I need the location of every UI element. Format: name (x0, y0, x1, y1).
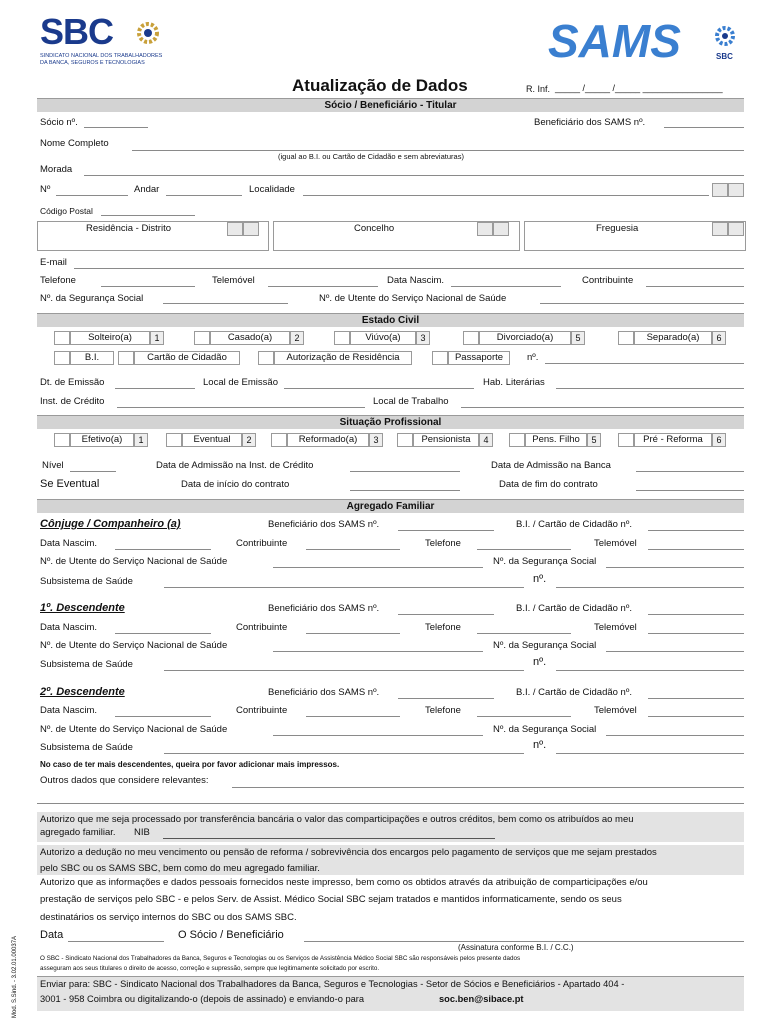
section-situacao-band: Situação Profissional (37, 415, 744, 429)
sbc-logo-subtitle-2: DA BANCA, SEGUROS E TECNOLOGIAS (40, 60, 145, 66)
telefone-label: Telefone (425, 538, 461, 549)
seg-social-field[interactable] (163, 303, 288, 304)
data-nasc-label: Data Nascim. (387, 275, 445, 286)
se-eventual-label: Se Eventual (40, 478, 100, 490)
data-nasc-label: Data Nascim. (40, 622, 98, 633)
bi-cc-field[interactable] (648, 698, 744, 699)
legal-line-1: O SBC - Sindicato Nacional dos Trabalhadores da Banca, Seguros e Tecnologias ou os Serviços de Assistência Médico Social SBC são responsáveis pelos presente dados (40, 955, 521, 962)
sbc-logo-subtitle-1: SINDICATO NACIONAL DOS TRABALHADORES (40, 53, 163, 59)
sams-logo-text: SAMS (548, 15, 681, 67)
sams-logo-sub: SBC (716, 52, 733, 61)
bi-cc-label: B.I. / Cartão de Cidadão nº. (516, 603, 632, 614)
nivel-label: Nível (42, 460, 64, 471)
model-code: Mod. S.Sind. - 3.02.01.00037A (12, 935, 18, 1018)
sams-gear-icon (713, 24, 737, 48)
benef-sams-label: Beneficiário dos SAMS nº. (268, 687, 380, 698)
andar-field[interactable] (166, 195, 242, 196)
seg-social-label: Nº. da Segurança Social (493, 724, 597, 735)
benef-sams-field[interactable] (398, 698, 494, 699)
subsistema-field[interactable] (164, 753, 524, 754)
inst-credito-label: Inst. de Crédito (40, 396, 105, 407)
autorizacao-nib-line2: agregado familiar. (40, 827, 116, 838)
local-emissao-label: Local de Emissão (203, 377, 278, 388)
inicio-contrato-field[interactable] (350, 490, 460, 491)
telefone-label: Telefone (425, 622, 461, 633)
socio-no-label: Sócio nº. (40, 117, 78, 128)
autorizacao-dados-line2: prestação de serviços pelo SBC - e pelos Serv. de Assist. Médico Social SBC sejam tratados e mantidos informaticamente, sendo os seus (40, 894, 622, 905)
subsistema-field[interactable] (164, 587, 524, 588)
member-descendente-2 (0, 685, 770, 765)
subsistema-no-label: nº. (533, 656, 547, 668)
telemovel-field[interactable] (268, 286, 378, 287)
admissao-banca-field[interactable] (636, 471, 744, 472)
codigo-postal-field[interactable] (101, 215, 195, 216)
member-title: Cônjuge / Companheiro (a) (40, 518, 181, 530)
admissao-inst-label: Data de Admissão na Inst. de Crédito (156, 460, 314, 471)
nome-label: Nome Completo (40, 138, 109, 149)
subsistema-no-label: nº. (533, 573, 547, 585)
page-title: Atualização de Dados (292, 76, 468, 95)
admissao-banca-label: Data de Admissão na Banca (491, 460, 611, 471)
freguesia-label: Freguesia (596, 223, 639, 234)
concelho-sq-2[interactable] (493, 222, 509, 236)
doc-row: B.I. Cartão de Cidadão Autorização de Residência Passaporte nº. (0, 351, 770, 367)
benef-sams-label: Beneficiário dos SAMS nº. (268, 519, 380, 530)
autorizacao-deducao-line1: Autorizo a dedução no meu vencimento ou pensão de reforma / sobrevivência dos encargos pelo pagamento de serviços que me sejam prestados (40, 847, 657, 858)
concelho-label: Concelho (354, 223, 395, 234)
fim-contrato-label: Data de fim do contrato (499, 479, 598, 490)
data-nasc-field[interactable] (115, 633, 211, 634)
telefone-field[interactable] (477, 716, 571, 717)
section-agregado-band: Agregado Familiar (37, 499, 744, 513)
freguesia-sq-2[interactable] (728, 222, 744, 236)
ref-value[interactable]: _____ /_____ /_____ ________________ (555, 83, 723, 93)
send-line-2: 3001 - 958 Coimbra ou digitalizando-o (depois de assinado) e enviando-o para (40, 994, 365, 1004)
member-conjuge (0, 517, 770, 597)
nib-label: NIB (134, 827, 150, 838)
descendentes-note: No caso de ter mais descendentes, queira por favor adicionar mais impressos. (40, 760, 340, 769)
telefone-field[interactable] (101, 286, 195, 287)
residencia-sq-2[interactable] (243, 222, 259, 236)
local-emissao-field[interactable] (284, 388, 474, 389)
bi-cc-field[interactable] (648, 614, 744, 615)
email-field[interactable] (74, 268, 744, 269)
residencia-label: Residência - Distrito (86, 223, 171, 234)
local-trabalho-label: Local de Trabalho (373, 396, 449, 407)
concelho-sq-1[interactable] (477, 222, 493, 236)
doc-no-label: nº. (527, 352, 539, 363)
subsistema-label: Subsistema de Saúde (40, 742, 133, 753)
outros-field-2[interactable] (37, 803, 744, 804)
section-socio-band: Sócio / Beneficiário - Titular (37, 98, 744, 112)
outros-field-1[interactable] (232, 787, 744, 788)
subsistema-no-field[interactable] (556, 753, 744, 754)
telefone-label: Telefone (425, 705, 461, 716)
contribuinte-field[interactable] (646, 286, 744, 287)
residencia-sq-1[interactable] (227, 222, 243, 236)
member-title: 1º. Descendente (40, 602, 125, 614)
benef-sams-field[interactable] (398, 530, 494, 531)
sbc-logo-text: SBC (40, 11, 114, 52)
sns-label: Nº. de Utente do Serviço Nacional de Saúde (319, 293, 507, 304)
outros-label: Outros dados que considere relevantes: (40, 775, 209, 786)
subsistema-label: Subsistema de Saúde (40, 659, 133, 670)
telefone-label: Telefone (40, 275, 76, 286)
localidade-field[interactable] (303, 195, 709, 196)
legal-line-2: asseguram aos seus titulares o direito de acesso, correção e supressão, sempre que legitimamente solicitado por escrito. (40, 965, 380, 972)
local-trabalho-field[interactable] (461, 407, 744, 408)
fim-contrato-field[interactable] (636, 490, 744, 491)
autorizacao-deducao-line2: pelo SBC ou os SAMS SBC, bem como do meu agregado familiar. (40, 863, 320, 874)
member-title: 2º. Descendente (40, 686, 125, 698)
dt-emissao-label: Dt. de Emissão (40, 377, 105, 388)
morada-label: Morada (40, 164, 73, 175)
socio-no-field[interactable] (84, 127, 148, 128)
seg-social-field[interactable] (606, 735, 744, 736)
sns-label: Nº. de Utente do Serviço Nacional de Saúde (40, 556, 228, 567)
estado-civil-row: Solteiro(a) 1 Casado(a) 2 Viúvo(a) 3 Divorciado(a) 5 Separado(a) 6 (0, 331, 770, 347)
freguesia-sq-1[interactable] (712, 222, 728, 236)
hab-literarias-field[interactable] (556, 388, 744, 389)
contribuinte-label: Contribuinte (236, 538, 288, 549)
localidade-box-2[interactable] (728, 183, 744, 197)
ref-label: R. Inf. (526, 84, 551, 94)
seg-social-label: Nº. da Segurança Social (40, 293, 144, 304)
benef-sams-label: Beneficiário dos SAMS nº. (534, 117, 646, 128)
data-nasc-field[interactable] (451, 286, 561, 287)
telefone-field[interactable] (477, 549, 571, 550)
section-estado-civil-band: Estado Civil (37, 313, 744, 327)
subsistema-no-field[interactable] (556, 670, 744, 671)
sams-logo (548, 14, 748, 74)
andar-label: Andar (134, 184, 160, 195)
localidade-box-1[interactable] (712, 183, 728, 197)
benef-sams-field[interactable] (664, 127, 744, 128)
contribuinte-field[interactable] (306, 549, 400, 550)
inicio-contrato-label: Data de início do contrato (181, 479, 290, 490)
contribuinte-label: Contribuinte (236, 622, 288, 633)
nome-field[interactable] (132, 150, 744, 151)
seg-social-label: Nº. da Segurança Social (493, 556, 597, 567)
bi-cc-label: B.I. / Cartão de Cidadão nº. (516, 687, 632, 698)
telemovel-label: Telemóvel (594, 705, 637, 716)
hab-literarias-label: Hab. Literárias (483, 377, 545, 388)
sbc-logo (40, 12, 165, 72)
subsistema-field[interactable] (164, 670, 524, 671)
send-email[interactable]: soc.ben@sibace.pt (439, 994, 524, 1004)
data-nasc-field[interactable] (115, 549, 211, 550)
telemovel-field[interactable] (648, 633, 744, 634)
nib-field[interactable] (163, 838, 495, 839)
telemovel-field[interactable] (648, 716, 744, 717)
member-descendente-1 (0, 601, 770, 681)
subsistema-no-field[interactable] (556, 587, 744, 588)
sns-field[interactable] (273, 735, 483, 736)
telemovel-label: Telemóvel (594, 622, 637, 633)
dt-emissao-field[interactable] (115, 388, 195, 389)
subsistema-label: Subsistema de Saúde (40, 576, 133, 587)
autorizacao-nib-line1: Autorizo que me seja processado por transferência bancária o valor das comparticipações e outros créditos, bem como os atribuídos ao meu (40, 814, 634, 825)
no-label: Nº (40, 184, 51, 195)
no-field[interactable] (56, 195, 128, 196)
socio-sign-label: O Sócio / Beneficiário (178, 929, 284, 941)
telemovel-field[interactable] (648, 549, 744, 550)
situacao-row: Efetivo(a) 1 Eventual 2 Reformado(a) 3 Pensionista 4 Pens. Filho 5 Pré - Reforma 6 (0, 433, 770, 449)
benef-sams-field[interactable] (398, 614, 494, 615)
seg-social-label: Nº. da Segurança Social (493, 640, 597, 651)
bi-cc-field[interactable] (648, 530, 744, 531)
seg-social-field[interactable] (606, 651, 744, 652)
email-label: E-mail (40, 257, 67, 268)
admissao-inst-field[interactable] (350, 471, 460, 472)
seg-social-field[interactable] (606, 567, 744, 568)
contribuinte-label: Contribuinte (582, 275, 634, 286)
autorizacao-dados-line1: Autorizo que as informações e dados pessoais fornecidos neste impresso, bem como os obtidos através da atribuição de comparticipações e/ou (40, 877, 648, 888)
data-nasc-label: Data Nascim. (40, 538, 98, 549)
contribuinte-field[interactable] (306, 716, 400, 717)
send-line-1: Enviar para: SBC - Sindicato Nacional dos Trabalhadores da Banca, Seguros e Tecnologias - Setor de Sócios e Beneficiários - Apartado 404 - (40, 979, 625, 989)
doc-no-field[interactable] (545, 363, 744, 364)
data-field[interactable] (68, 941, 164, 942)
benef-sams-label: Beneficiário dos SAMS nº. (268, 603, 380, 614)
sns-field[interactable] (273, 567, 483, 568)
telemovel-label: Telemóvel (212, 275, 255, 286)
autorizacao-dados-line3: destinatários os serviço internos do SBC ou dos SAMS SBC. (40, 912, 297, 923)
gear-icon (135, 20, 161, 46)
contribuinte-label: Contribuinte (236, 705, 288, 716)
signature-field[interactable] (304, 941, 744, 942)
data-nasc-label: Data Nascim. (40, 705, 98, 716)
sns-field[interactable] (540, 303, 744, 304)
data-nasc-field[interactable] (115, 716, 211, 717)
data-label: Data (40, 929, 64, 941)
morada-field[interactable] (84, 175, 744, 176)
nome-hint: (igual ao B.I. ou Cartão de Cidadão e sem abreviaturas) (278, 152, 464, 161)
signature-hint: (Assinatura conforme B.I. / C.C.) (458, 943, 574, 952)
sns-field[interactable] (273, 651, 483, 652)
bi-cc-label: B.I. / Cartão de Cidadão nº. (516, 519, 632, 530)
telemovel-label: Telemóvel (594, 538, 637, 549)
sns-label: Nº. de Utente do Serviço Nacional de Saúde (40, 640, 228, 651)
contribuinte-field[interactable] (306, 633, 400, 634)
subsistema-no-label: nº. (533, 739, 547, 751)
codigo-postal-label: Código Postal (40, 206, 93, 216)
telefone-field[interactable] (477, 633, 571, 634)
nivel-field[interactable] (70, 471, 116, 472)
sns-label: Nº. de Utente do Serviço Nacional de Saúde (40, 724, 228, 735)
inst-credito-field[interactable] (117, 407, 365, 408)
localidade-label: Localidade (249, 184, 295, 195)
